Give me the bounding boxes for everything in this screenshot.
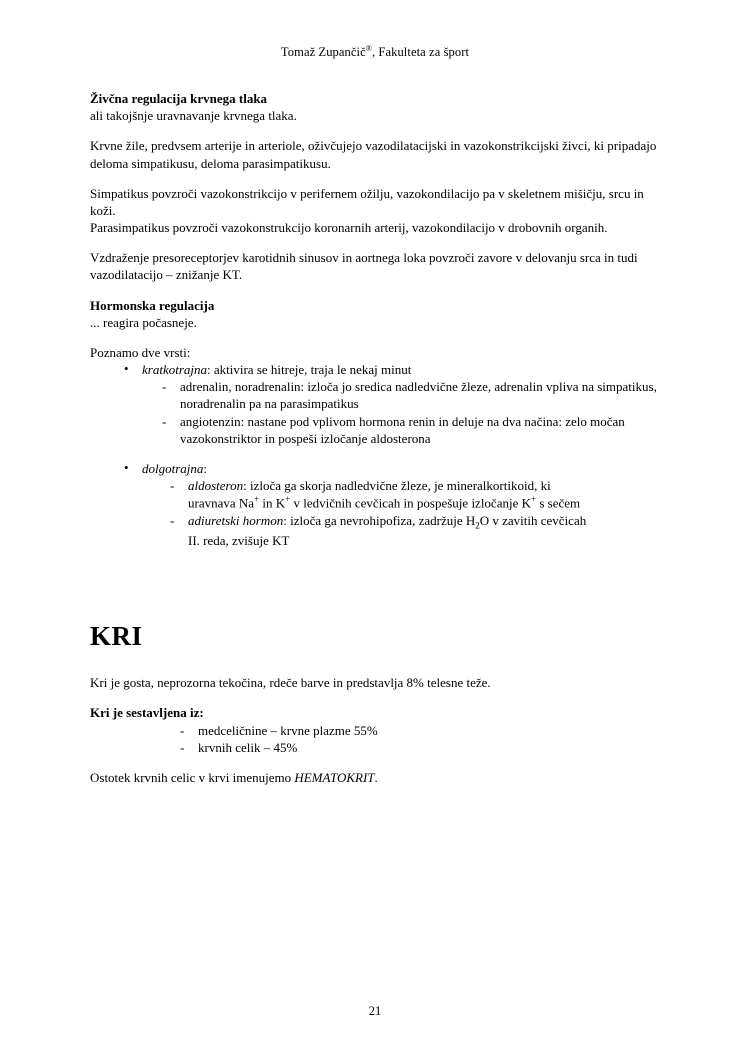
- superscript-plus: +: [531, 494, 537, 505]
- long-term-sublist: [90, 477, 660, 549]
- header-footnote-mark: ®: [365, 44, 372, 53]
- paragraph-hormonal-intro: Poznamo dve vrsti:: [90, 344, 191, 360]
- closing-text-a: Ostotek krvnih celic v krvi imenujemo: [90, 769, 295, 785]
- blood-composition-title: Kri je sestavljena iz:: [90, 705, 204, 721]
- spacer: [90, 756, 660, 769]
- paragraph-nervous-1: Krvne žile, predvsem arterije in arteriole, oživčujejo vazodilatacijski in vazokonstrikcijski živci, ki pripadajo deloma simpatikusu, deloma parasimpatikusu.: [90, 138, 657, 171]
- section-title-nervous: Živčna regulacija krvnega tlaka: [90, 91, 268, 107]
- spacer: [90, 331, 660, 344]
- aldosteron-text: : izloča ga skorja nadledvične žleze, je mineralkortikoid, ki: [243, 477, 551, 493]
- long-term-desc: :: [203, 460, 208, 476]
- short-term-sublist: [90, 378, 660, 447]
- short-term-label: kratkotrajna: [142, 362, 207, 378]
- spacer: [90, 236, 660, 249]
- paragraph-nervous-3: Parasimpatikus povzroči vazokonstrukcijo koronarnih arterij, vazokondilacijo v drobovnih organih.: [90, 220, 608, 236]
- section-subtitle-nervous: ali takojšnje uravnavanje krvnega tlaka.: [90, 108, 297, 124]
- paragraph-blood-closing: [90, 769, 660, 786]
- long-term-label: dolgotrajna: [142, 460, 204, 476]
- spacer: [90, 549, 660, 621]
- aldosteron-text-b2: in K: [259, 495, 286, 511]
- subscript-two: 2: [475, 520, 480, 531]
- hematokrit-term: HEMATOKRIT: [294, 769, 375, 785]
- section-title-hormonal: Hormonska regulacija: [90, 297, 215, 313]
- page-header: [90, 44, 660, 60]
- aldosteron-text-b1: uravnava Na: [188, 495, 255, 511]
- list-item: [90, 361, 660, 378]
- aldosteron-text-b3: v ledvičnih cevčicah in pospešuje izločanje K: [290, 495, 531, 511]
- adiuretski-text-a: : izloča ga nevrohipofiza, zadržuje H: [283, 512, 476, 528]
- superscript-plus: +: [285, 494, 291, 505]
- header-affiliation: , Fakulteta za šport: [371, 45, 470, 60]
- aldosteron-text-b4: s sečem: [536, 495, 581, 511]
- section-subtitle-hormonal: ... reagira počasneje.: [90, 314, 197, 330]
- spacer: [90, 691, 660, 704]
- spacer: [90, 652, 660, 674]
- spacer: [90, 447, 660, 460]
- list-item: - krvnih celik – 45%: [90, 739, 660, 756]
- superscript-plus: +: [254, 494, 260, 505]
- spacer: [90, 284, 660, 297]
- page-footer: [0, 1004, 750, 1019]
- adiuretski-text-b: O v zavitih cevčicah: [479, 512, 587, 528]
- aldosteron-label: aldosteron: [188, 477, 244, 493]
- page-title-kri: KRI: [90, 621, 143, 652]
- list-item: - medceličnine – krvne plazme 55%: [90, 722, 660, 739]
- paragraph-nervous-2: Simpatikus povzroči vazokonstrikcijo v perifernem ožilju, vazokondilacijo pa v skeletnem mišičju, srcu in koži.: [90, 185, 644, 218]
- blood-composition-list: [90, 722, 660, 756]
- list-item: - angiotenzin: nastane pod vplivom hormona renin in deluje na dva načina: zelo močan vazokonstriktor in pospeši izločanje aldosterona: [90, 413, 660, 447]
- paragraph-nervous-4: Vzdraženje presoreceptorjev karotidnih sinusov in aortnega loka povzroči zavore v delovanju srca in tudi vazodilatacijo – znižanje KT.: [90, 250, 638, 283]
- adiuretski-label: adiuretski hormon: [188, 512, 284, 528]
- hormonal-type-list: [90, 361, 660, 378]
- closing-text-b: .: [374, 769, 378, 785]
- spacer: [90, 172, 660, 185]
- list-item: - adrenalin, noradrenalin: izloča jo sredica nadledvične žleze, adrenalin vpliva na simpatikus, noradrenalin pa na parasimpatikus: [90, 378, 660, 412]
- list-item: [90, 512, 660, 550]
- page-number: 21: [368, 1004, 382, 1018]
- hormonal-type-list-long: [90, 460, 660, 477]
- list-item: [90, 460, 660, 477]
- paragraph-blood-intro: Kri je gosta, neprozorna tekočina, rdeče barve in predstavlja 8% telesne teže.: [90, 675, 491, 691]
- header-author: Tomaž Zupančič: [280, 45, 366, 60]
- list-item: [90, 477, 660, 512]
- adiuretski-text-c: II. reda, zvišuje KT: [188, 533, 290, 549]
- spacer: [90, 124, 660, 137]
- short-term-desc: : aktivira se hitreje, traja le nekaj minut: [207, 362, 412, 378]
